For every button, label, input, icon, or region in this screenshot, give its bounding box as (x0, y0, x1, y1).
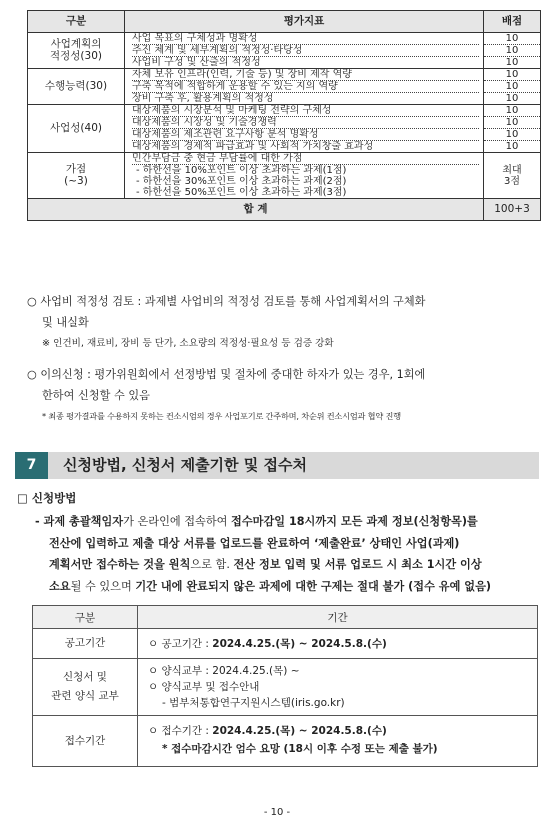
total-label: 합 계 (28, 199, 484, 221)
note-objection: ○ 이의신청 : 평가위원회에서 선정방법 및 절차에 중대한 하자가 있는 경우, 1회에 한하여 신청할 수 있음 * 최종 평가결과를 수용하지 못하는 컨소시엄의 경우 사업포기로 간주하며, 차순위 컨소시엄과 협약 진행 (27, 368, 426, 421)
note-budget-review: ○ 사업비 적정성 검토 : 과제별 사업비의 적정성 검토를 통해 사업계획서의 구체화 및 내실화 ※ 인건비, 재료비, 장비 등 단가, 소요량의 적정성·필요성 등 검증 강화 (27, 295, 426, 349)
score-cell: 최대 3점 (484, 153, 541, 199)
score-cell: 10 10 10 (484, 33, 541, 69)
category-cell: 가점 (~3) (28, 153, 125, 199)
category-cell: 사업계획의 적정성(30) (28, 33, 125, 69)
table-row (28, 105, 541, 153)
score-cell: 10 10 10 (484, 69, 541, 105)
total-score: 100+3 (484, 199, 541, 221)
criteria-cell: 사업 목표의 구체성과 명확성 추진 체계 및 세부계획의 적정성·타당성 사업비 구성 및 산출의 적정성 (125, 33, 484, 69)
header-score: 배점 (484, 11, 541, 33)
criteria-cell: 대상제품의 시장분석 및 마케팅 전략의 구체성 대상제품의 시장성 및 기술경쟁력 대상제품의 제조관련 요구사항 분석 명확성 대상제품의 경제적 파급효과 및 사회적 가치창출 효과성 (125, 105, 484, 153)
criteria-cell: 자체 보유 인프라(인력, 기술 등) 및 장비 제작 역량 구축 목적에 적합하게 운용할 수 있는 지의 역량 장비 구축 후, 활용계획의 적정성 (125, 69, 484, 105)
section-header (15, 452, 539, 479)
section-number: 7 (15, 452, 48, 479)
method-heading: □ 신청방법 (17, 491, 77, 505)
score-cell: 10 10 10 10 (484, 105, 541, 153)
method-paragraph: - 과제 총괄책임자가 온라인에 접속하여 접수마감일 18시까지 모든 과제 정보(신청항목)를 전산에 입력하고 제출 대상 서류를 업로드를 완료하여 ‘제출완료’ 상태인 사업(과제) 계획서만 접수하는 것을 원칙으로 함. 전산 정보 입력 및 서류 업로드 시 최소 1시간 이상 소요될 수 있으며 기간 내에 완료되지 않은 과제에 대한 구제는 절대 불가 (접수 유예 없음) (35, 515, 492, 593)
category-cell: 수행능력(30) (28, 69, 125, 105)
table-row: 공고기간 ㅇ 공고기간 : 2024.4.25.(목) ~ 2024.5.8.(수) (33, 629, 538, 659)
header-category: 구분 (33, 606, 138, 629)
table-row: 신청서 및 관련 양식 교부 ㅇ 양식교부 : 2024.4.25.(목) ~ ㅇ 양식교부 및 접수안내 - 범부처통합연구지원시스템(iris.go.kr) (33, 659, 538, 716)
table-row (28, 33, 541, 69)
header-category: 구분 (28, 11, 125, 33)
criteria-cell: 민간부담금 중 현금 부담률에 대한 가점 - 하한선을 10%포인트 이상 초과하는 과제(1점) - 하한선을 30%포인트 이상 초과하는 과제(2점) - 하한선을 50%포인트 이상 초과하는 과제(3점) (125, 153, 484, 199)
category-cell: 사업성(40) (28, 105, 125, 153)
section-title: 신청방법, 신청서 제출기한 및 접수처 (63, 456, 307, 474)
schedule-table (32, 605, 538, 767)
evaluation-table (27, 10, 541, 221)
header-period: 기간 (138, 606, 538, 629)
table-row: 접수기간 ㅇ 접수기간 : 2024.4.25.(목) ~ 2024.5.8.(수) * 접수마감시간 엄수 요망 (18시 이후 수정 또는 제출 불가) (33, 716, 538, 767)
header-criteria: 평가지표 (125, 11, 484, 33)
page-number: - 10 - (263, 807, 291, 818)
total-row (28, 199, 541, 221)
table-row (28, 153, 541, 199)
table-row (28, 69, 541, 105)
